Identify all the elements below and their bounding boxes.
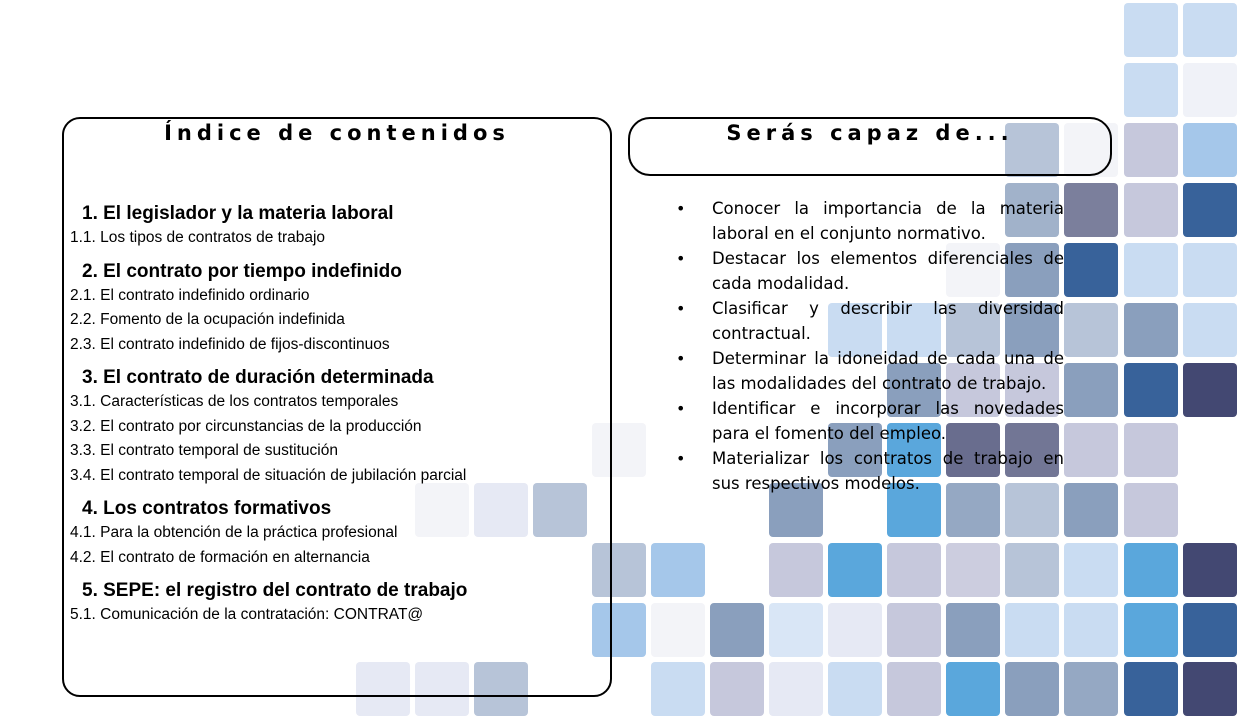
decorative-tile (1064, 603, 1118, 657)
decorative-tile (1124, 363, 1178, 417)
decorative-tile (946, 603, 1000, 657)
decorative-tile (1124, 483, 1178, 537)
toc-item: 2.1. El contrato indefinido ordinario (70, 286, 310, 304)
decorative-tile (1124, 63, 1178, 117)
toc-item: 5.1. Comunicación de la contratación: CONTRAT@ (70, 606, 424, 623)
toc-section (70, 497, 610, 570)
decorative-tile (1064, 243, 1118, 297)
decorative-tile (1183, 662, 1237, 716)
decorative-tile (1005, 662, 1059, 716)
decorative-tile (1124, 243, 1178, 297)
decorative-tile (887, 603, 941, 657)
decorative-tile (1124, 183, 1178, 237)
decorative-tile (769, 543, 823, 597)
toc-item: 3.1. Características de los contratos temporales (70, 393, 399, 410)
bullet-icon: • (676, 449, 686, 468)
decorative-tile (1005, 543, 1059, 597)
toc-section (70, 260, 610, 358)
decorative-tile (1183, 123, 1237, 177)
toc-section (70, 366, 610, 488)
toc-section-heading: 2. El contrato por tiempo indefinido (82, 260, 402, 282)
table-of-contents (70, 202, 610, 628)
toc-item: 3.4. El contrato temporal de situación de jubilación parcial (70, 466, 467, 484)
decorative-tile (1183, 63, 1237, 117)
decorative-tile (946, 662, 1000, 716)
toc-item: 3.2. El contrato por circunstancias de la producción (70, 417, 422, 435)
decorative-tile (1124, 662, 1178, 716)
toc-section-heading: 4. Los contratos formativos (82, 498, 332, 519)
goals-list (676, 196, 1064, 496)
goals-panel (628, 117, 1112, 176)
decorative-tile (1124, 423, 1178, 477)
decorative-tile (1183, 243, 1237, 297)
decorative-tile (1064, 303, 1118, 357)
goal-text: Destacar los elementos diferenciales de cada modalidad. (712, 249, 1064, 293)
goals-title: Serás capaz de... (726, 121, 1014, 145)
decorative-tile (1064, 543, 1118, 597)
decorative-tile (828, 603, 882, 657)
decorative-tile (769, 662, 823, 716)
decorative-tile (710, 662, 764, 716)
goal-text: Conocer la importancia de la materia laboral en el conjunto normativo. (712, 199, 1064, 243)
decorative-tile (1064, 183, 1118, 237)
goal-item (676, 246, 1064, 296)
toc-section (70, 579, 610, 628)
decorative-tile (651, 662, 705, 716)
goal-text: Identificar e incorporar las novedades para el fomento del empleo. (712, 399, 1064, 443)
goal-item (676, 396, 1064, 446)
toc-item: 2.3. El contrato indefinido de fijos-discontinuos (70, 335, 390, 353)
bullet-icon: • (676, 299, 686, 318)
decorative-tile (1183, 183, 1237, 237)
decorative-tile (769, 603, 823, 657)
decorative-tile (887, 543, 941, 597)
decorative-tile (1124, 603, 1178, 657)
decorative-tile (1124, 3, 1178, 57)
goal-item (676, 446, 1064, 496)
decorative-tile (1183, 303, 1237, 357)
toc-item: 2.2. Fomento de la ocupación indefinida (70, 311, 345, 328)
decorative-tile (1064, 423, 1118, 477)
decorative-tile (1124, 543, 1178, 597)
goal-item (676, 296, 1064, 346)
decorative-tile (1005, 603, 1059, 657)
toc-item: 4.2. El contrato de formación en alternancia (70, 548, 370, 566)
decorative-tile (946, 543, 1000, 597)
toc-section-heading: 5. SEPE: el registro del contrato de trabajo (82, 580, 468, 601)
decorative-tile (1064, 483, 1118, 537)
decorative-tile (887, 662, 941, 716)
decorative-tile (710, 603, 764, 657)
toc-section-heading: 3. El contrato de duración determinada (82, 367, 434, 388)
decorative-tile (1183, 363, 1237, 417)
goal-text: Clasificar y describir las diversidad contractual. (712, 299, 1064, 343)
decorative-tile (1183, 603, 1237, 657)
toc-item: 4.1. Para la obtención de la práctica profesional (70, 524, 398, 541)
decorative-tile (1183, 3, 1237, 57)
decorative-tile (651, 543, 705, 597)
decorative-tile (1124, 123, 1178, 177)
toc-item: 3.3. El contrato temporal de sustitución (70, 442, 338, 459)
bullet-icon: • (676, 349, 686, 368)
decorative-tile (1064, 363, 1118, 417)
bullet-icon: • (676, 249, 686, 268)
goal-item (676, 346, 1064, 396)
goal-item (676, 196, 1064, 246)
bullet-icon: • (676, 199, 686, 218)
decorative-tile (651, 603, 705, 657)
toc-section-heading: 1. El legislador y la materia laboral (82, 203, 394, 224)
toc-section (70, 202, 610, 251)
index-title: Índice de contenidos (164, 121, 510, 145)
decorative-tile (1183, 543, 1237, 597)
decorative-tile (1124, 303, 1178, 357)
decorative-tile (1064, 662, 1118, 716)
goal-text: Determinar la idoneidad de cada una de las modalidades del contrato de trabajo. (712, 349, 1064, 393)
decorative-tile (828, 662, 882, 716)
bullet-icon: • (676, 399, 686, 418)
goal-text: Materializar los contratos de trabajo en sus respectivos modelos. (712, 449, 1064, 493)
toc-item: 1.1. Los tipos de contratos de trabajo (70, 229, 326, 246)
decorative-tile (828, 543, 882, 597)
